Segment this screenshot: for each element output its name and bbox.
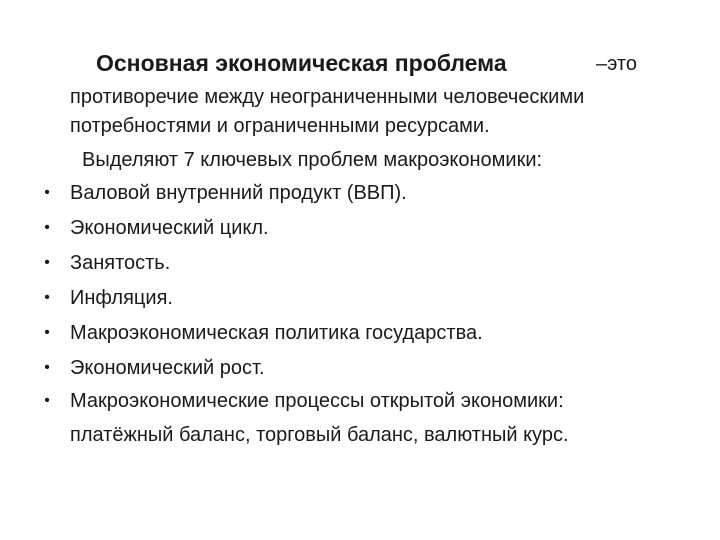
list-item-employment: Занятость. [70,252,171,274]
bullet-icon: • [44,254,50,271]
list-item-policy: Макроэкономическая политика государства. [70,322,483,344]
definition-line-2: потребностями и ограниченными ресурсами. [70,115,490,137]
list-item-gdp: Валовой внутренний продукт (ВВП). [70,182,407,204]
bullet-icon: • [44,219,50,236]
intro-line: Выделяют 7 ключевых проблем макроэкономики: [82,149,543,171]
list-item-cycle: Экономический цикл. [70,217,269,239]
list-item-open-economy-continuation: платёжный баланс, торговый баланс, валютный курс. [70,424,569,446]
bullet-icon: • [44,184,50,201]
list-item-inflation: Инфляция. [70,287,173,309]
list-item-open-economy: Макроэкономические процессы открытой экономики: [70,390,564,412]
heading-bold: Основная экономическая проблема [96,50,507,76]
bullet-icon: • [44,392,50,409]
heading-suffix: –это [596,53,637,75]
bullet-icon: • [44,289,50,306]
list-item-growth: Экономический рост. [70,357,265,379]
definition-line-1: противоречие между неограниченными человеческими [70,86,585,108]
bullet-icon: • [44,359,50,376]
bullet-icon: • [44,324,50,341]
